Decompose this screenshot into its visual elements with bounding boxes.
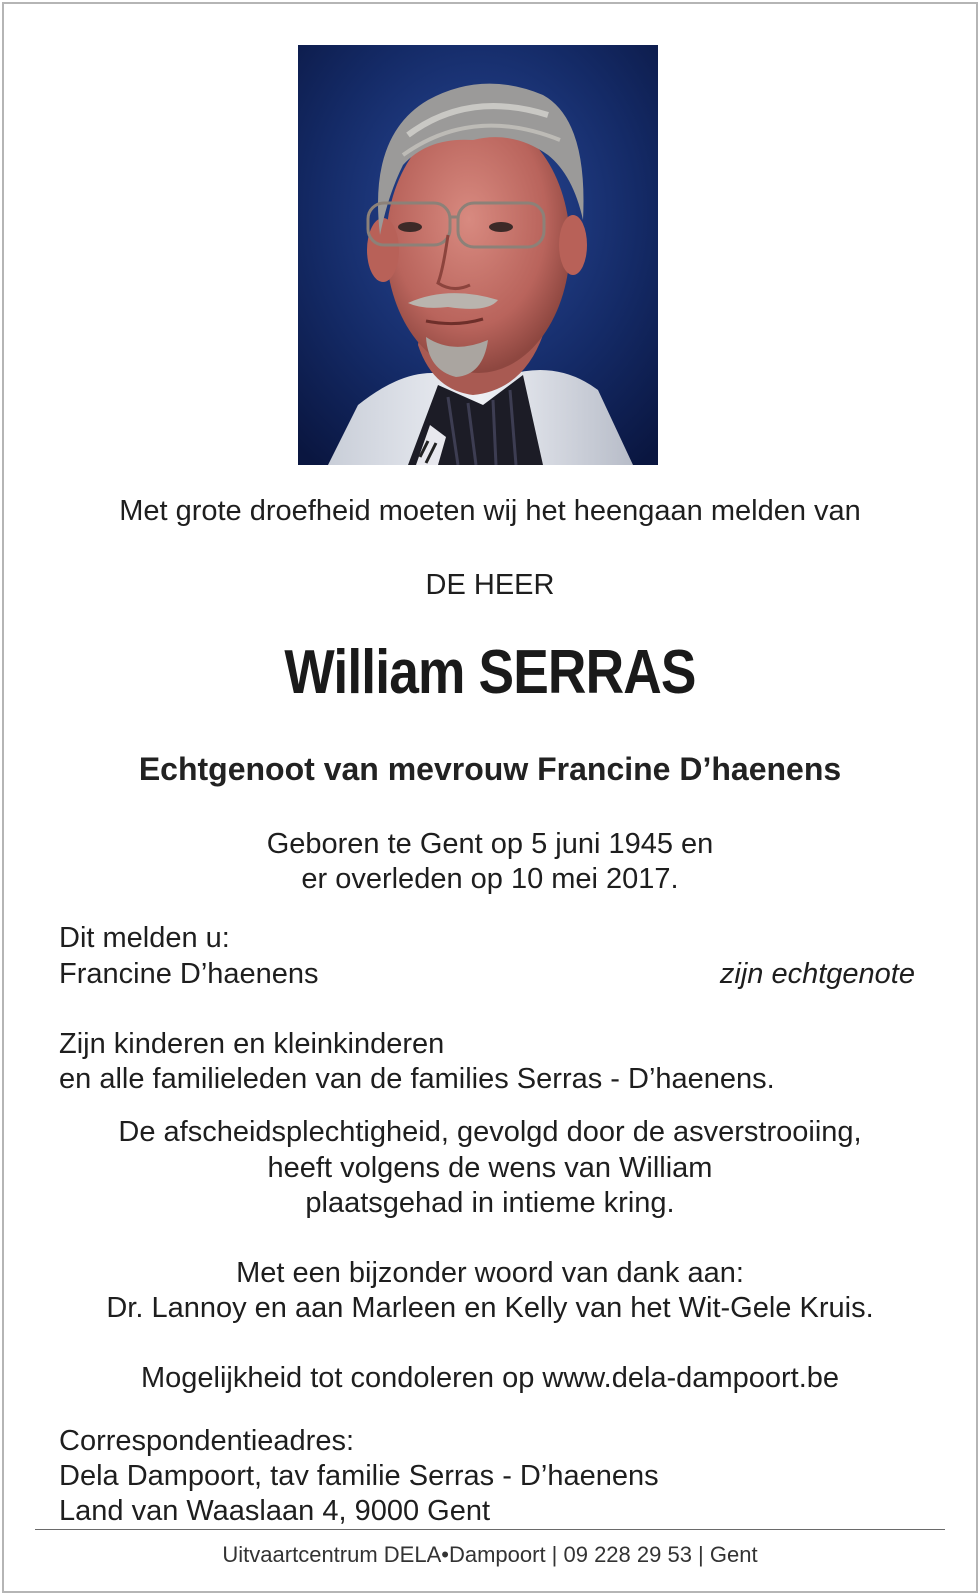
correspondence-name: Dela Dampoort, tav familie Serras - D’haenens [59,1460,659,1492]
thanks-line-1: Met een bijzonder woord van dank aan: [236,1257,744,1289]
intro-text: Met grote droefheid moeten wij het heengaan melden van [119,495,861,527]
portrait-photo [298,45,658,465]
footer-divider [35,1529,945,1530]
correspondence-address: Land van Waaslaan 4, 9000 Gent [59,1495,491,1527]
honorific: DE HEER [425,569,555,601]
announcer-spouse-name: Francine D’haenens [59,958,319,990]
ceremony-line-3: plaatsgehad in intieme kring. [305,1187,675,1219]
ceremony-line-1: De afscheidsplechtigheid, gevolgd door de asverstrooiing, [118,1116,862,1148]
announcer-spouse-role: zijn echtgenote [719,958,915,990]
family-line-2: en alle familieleden van de families Serras - D’haenens. [59,1063,775,1095]
funeral-home-footer: Uitvaartcentrum DELA•Dampoort | 09 228 29 53 | Gent [222,1542,758,1567]
birth-line-2: er overleden op 10 mei 2017. [301,863,679,895]
announcers-heading: Dit melden u: [59,922,230,954]
correspondence-heading: Correspondentieadres: [59,1425,355,1457]
deceased-name: William SERRAS [284,638,696,707]
spouse-line: Echtgenoot van mevrouw Francine D’haenens [138,751,842,787]
family-line-1: Zijn kinderen en kleinkinderen [59,1028,445,1060]
birth-line-1: Geboren te Gent op 5 juni 1945 en [266,828,714,860]
ceremony-line-2: heeft volgens de wens van William [267,1152,713,1184]
condolence-text: Mogelijkheid tot condoleren op www.dela-dampoort.be [140,1362,840,1394]
thanks-line-2: Dr. Lannoy en aan Marleen en Kelly van het Wit-Gele Kruis. [106,1292,874,1324]
